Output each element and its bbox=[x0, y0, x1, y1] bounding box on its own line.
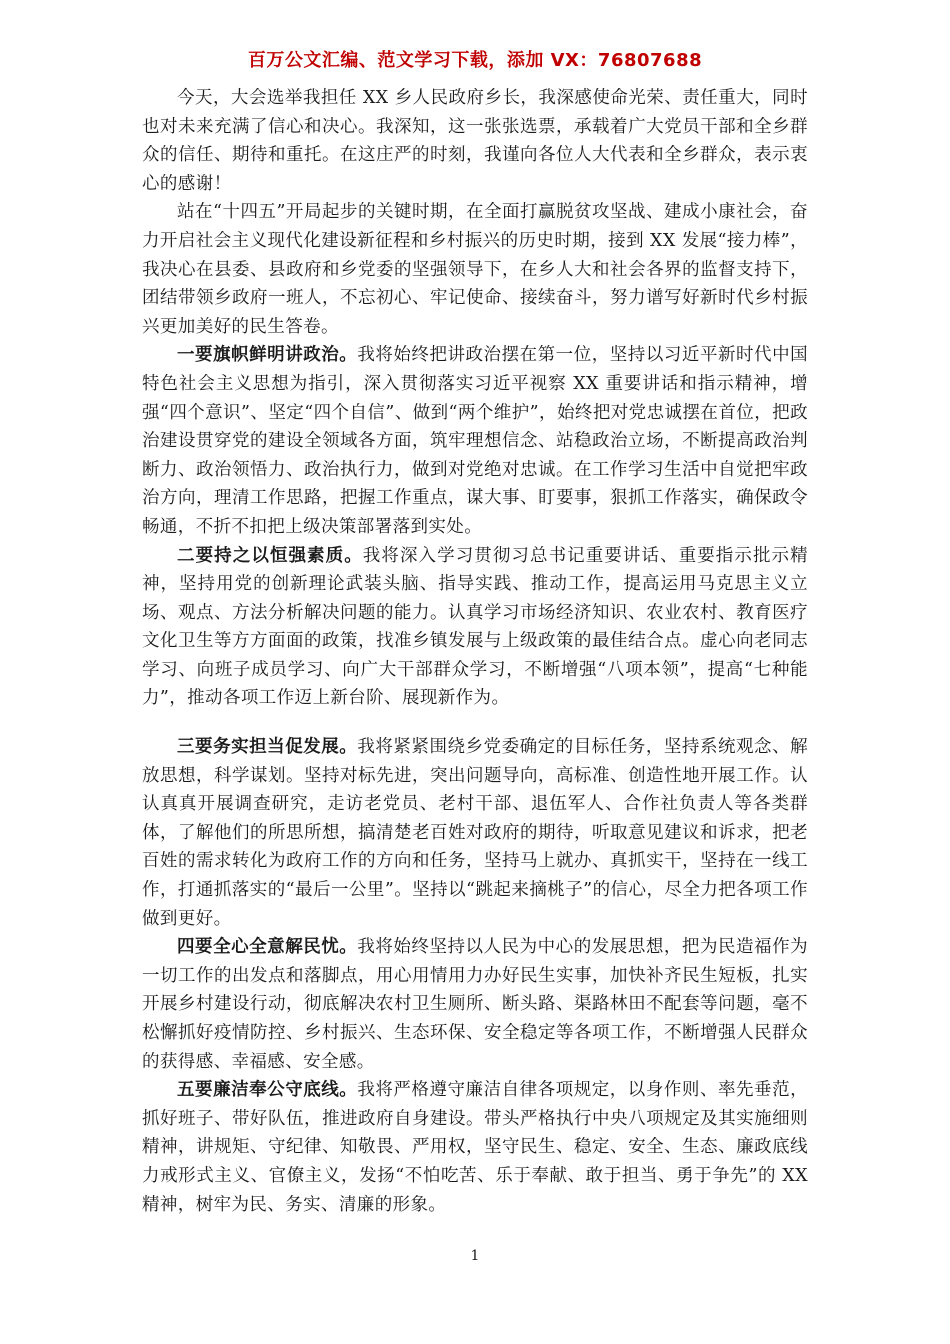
paragraph-politics bbox=[142, 341, 808, 541]
paragraph-quality bbox=[142, 542, 808, 714]
paragraph-context bbox=[142, 198, 808, 341]
page-number: 1 bbox=[470, 1248, 480, 1264]
paragraph-text: 我将紧紧围绕乡党委确定的目标任务，坚持系统观念、解放思想，科学谋划。坚持对标先进，突出问题导向，高标准、创造性地开展工作。认认真真开展调查研究，走访老党员、老村干部、退伍军人、合作社负责人等各类群体，了解他们的所思所想，搞清楚老百姓对政府的期待，听取意见建议和诉求，把老百姓的需求转化为政府工作的方向和任务，坚持马上就办、真抓实干，坚持在一线工作，打通抓落实的“最后一公里”。坚持以“跳起来摘桃子”的信心，尽全力把各项工作做到更好。 bbox=[142, 737, 809, 929]
document-body bbox=[142, 84, 808, 1219]
paragraph-lead: 一要旗帜鲜明讲政治。 bbox=[177, 345, 358, 366]
paragraph-development bbox=[142, 733, 808, 933]
paragraph-lead: 二要持之以恒强素质。 bbox=[177, 545, 363, 566]
paragraph-text: 我将始终坚持以人民为中心的发展思想，把为民造福作为一切工作的出发点和落脚点，用心用情用力办好民生实事，加快补齐民生短板，扎实开展乡村建设行动，彻底解决农村卫生厕所、断头路、渠路林田不配套等问题，毫不松懈抓好疫情防控、乡村振兴、生态环保、安全稳定等各项工作，不断增强人民群众的获得感、幸福感、安全感。 bbox=[142, 937, 809, 1072]
paragraph-integrity bbox=[142, 1076, 808, 1219]
paragraph-text: 我将严格遵守廉洁自律各项规定，以身作则、率先垂范，抓好班子、带好队伍，推进政府自身建设。带头严格执行中央八项规定及其实施细则精神，讲规矩、守纪律、知敬畏、严用权，坚守民生、稳定、安全、生态、廉政底线力戒形式主义、官僚主义，发扬“不怕吃苦、乐于奉献、敢于担当、勇于争先”的 XX 精神，树牢为民、务实、清廉的形象。 bbox=[142, 1080, 809, 1215]
paragraph-text: 今天，大会选举我担任 XX 乡人民政府乡长，我深感使命光荣、责任重大，同时也对未来充满了信心和决心。我深知，这一张张选票，承载着广大党员干部和全乡群众的信任、期待和重托。在这庄严的时刻，我谨向各位人大代表和全乡群众，表示衷心的感谢！ bbox=[142, 88, 808, 194]
paragraph-text: 我将始终把讲政治摆在第一位，坚持以习近平新时代中国特色社会主义思想为指引，深入贯彻落实习近平视察 XX 重要讲话和指示精神，增强“四个意识”、坚定“四个自信”、做到“两个维护”，始终把对党忠诚摆在首位，把政治建设贯穿党的建设全领域各方面，筑牢理想信念、站稳政治立场，不断提高政治判断力、政治领悟力、政治执行力，做到对党绝对忠诚。在工作学习生活中自觉把牢政治方向，理清工作思路，把握工作重点，谋大事、盯要事，狠抓工作落实，确保政令畅通，不折不扣把上级决策部署落到实处。 bbox=[142, 345, 809, 537]
paragraph-lead: 五要廉洁奉公守底线。 bbox=[177, 1080, 358, 1101]
watermark-banner: 百万公文汇编、范文学习下载，添加 VX：76807688 bbox=[247, 50, 703, 71]
paragraph-text: 站在“十四五”开局起步的关键时期，在全面打赢脱贫攻坚战、建成小康社会，奋力开启社会主义现代化建设新征程和乡村振兴的历史时期，接到 XX 发展“接力棒”，我决心在县委、县政府和乡党委的坚强领导下，在乡人大和社会各界的监督支持下，团结带领乡政府一班人，不忘初心、牢记使命、接续奋斗，努力谱写好新时代乡村振兴更加美好的民生答卷。 bbox=[142, 202, 808, 337]
paragraph-lead: 三要务实担当促发展。 bbox=[177, 737, 358, 758]
paragraph-people bbox=[142, 933, 808, 1076]
paragraph-text: 我将深入学习贯彻习总书记重要讲话、重要指示批示精神，坚持用党的创新理论武装头脑、指导实践、推动工作，提高运用马克思主义立场、观点、方法分析解决问题的能力。认真学习市场经济知识、农业农村、教育医疗文化卫生等方方面面的政策，找准乡镇发展与上级政策的最佳结合点。虚心向老同志学习、向班子成员学习、向广大干部群众学习，不断增强“八项本领”，提高“七种能力”，推动各项工作迈上新台阶、展现新作为。 bbox=[142, 545, 809, 709]
paragraph-intro bbox=[142, 84, 808, 198]
paragraph-lead: 四要全心全意解民忧。 bbox=[177, 937, 358, 958]
